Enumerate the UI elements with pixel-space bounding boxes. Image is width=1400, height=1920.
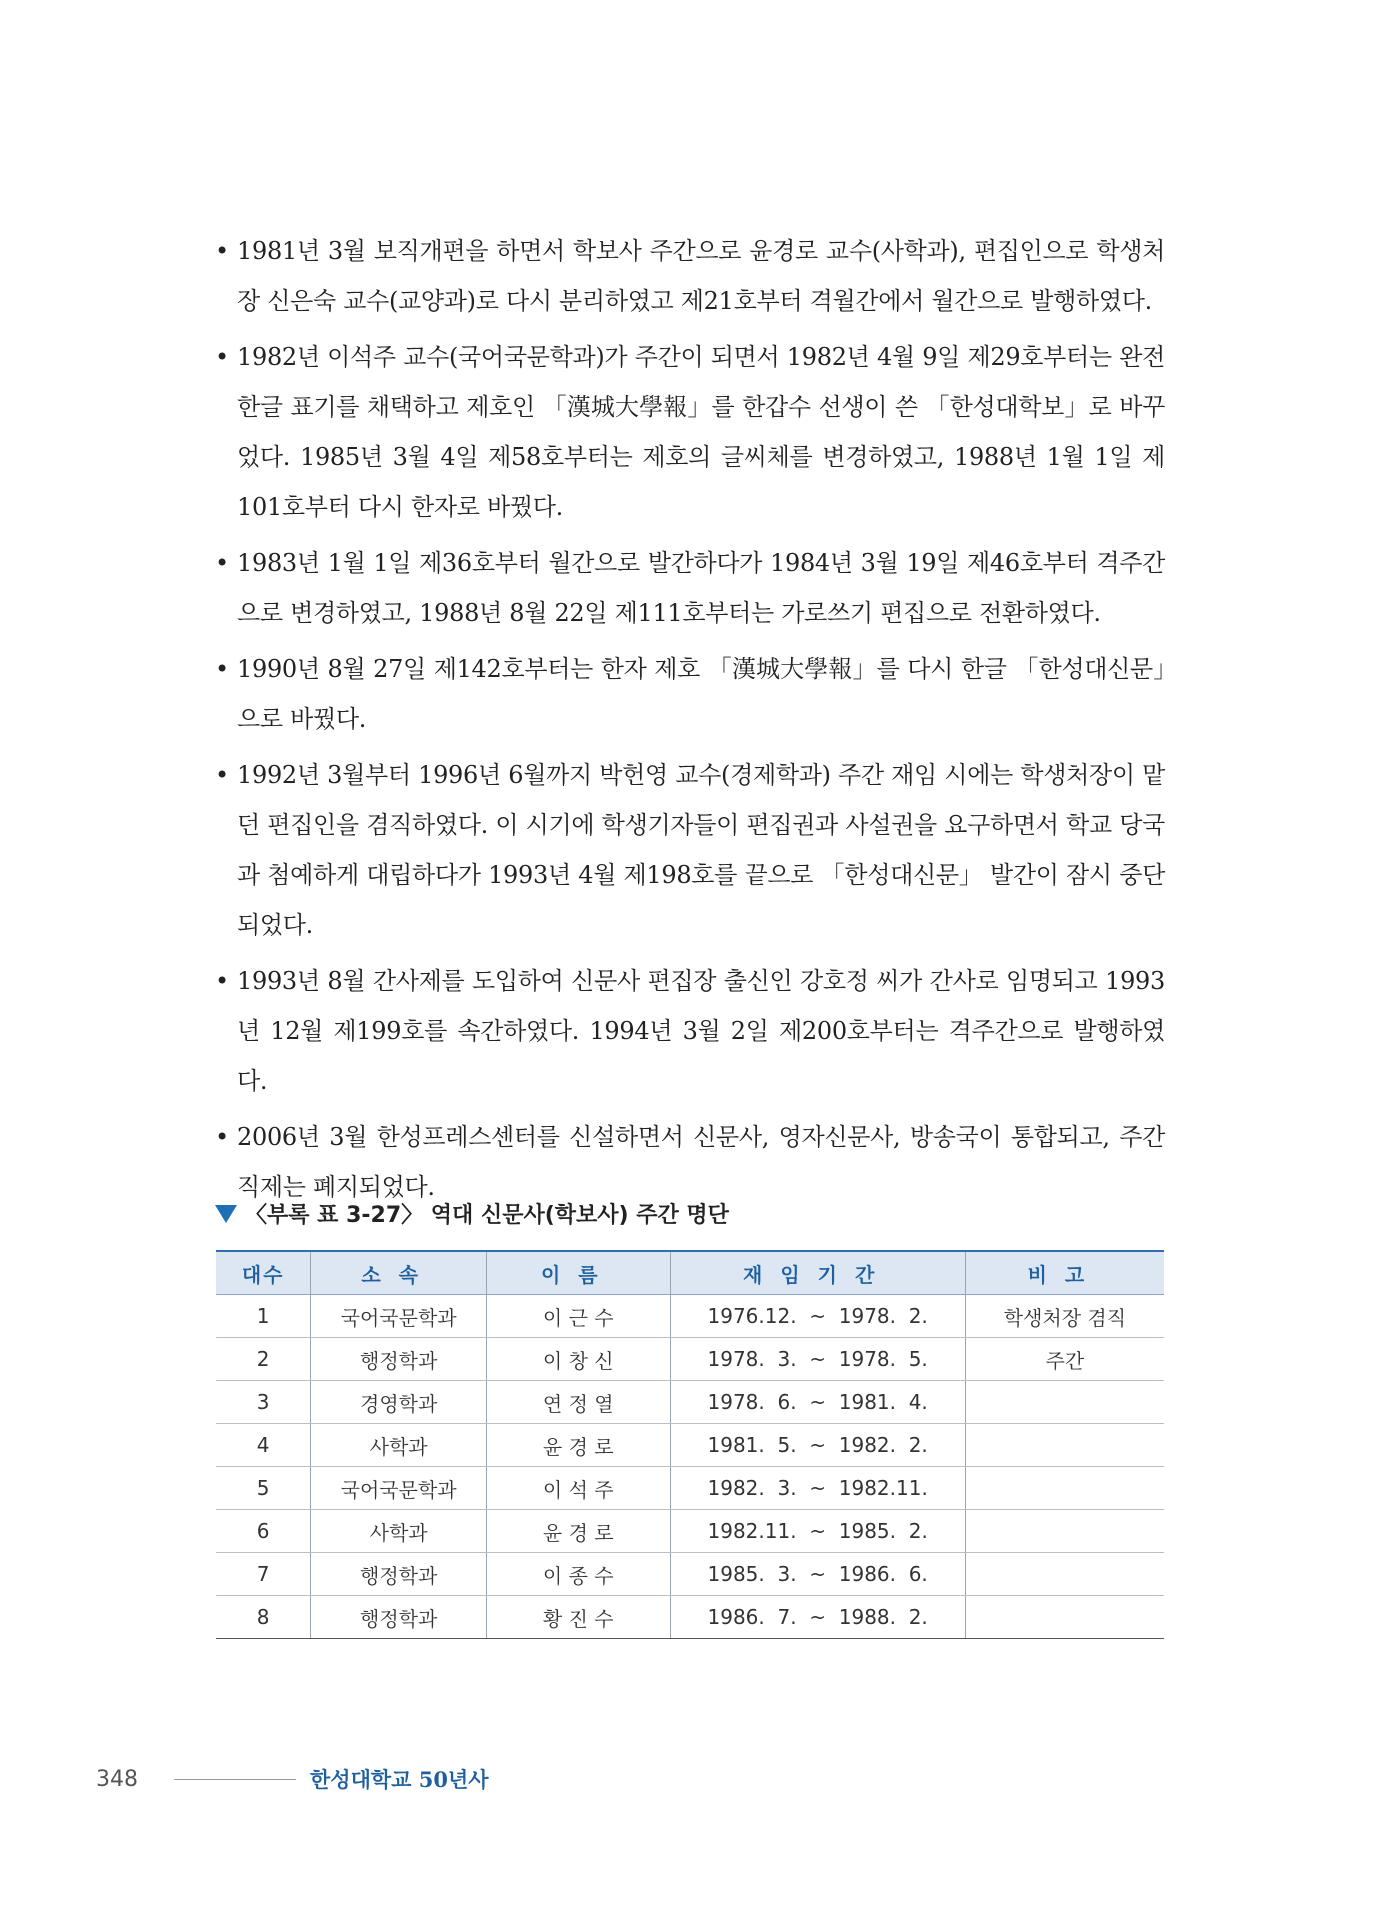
cell-department: 국어국문학과 — [311, 1295, 487, 1338]
cell-department: 행정학과 — [311, 1553, 487, 1596]
table-row — [216, 1510, 1164, 1553]
bullet-text: 2006년 3월 한성프레스센터를 신설하면서 신문사, 영자신문사, 방송국이 통합되고, 주간 직제는 폐지되었다. — [237, 1123, 1165, 1201]
cell-term: 1978. 3. ~ 1978. 5. — [670, 1338, 965, 1381]
bullet-text: 1982년 이석주 교수(국어국문학과)가 주간이 되면서 1982년 4월 9일 제29호부터는 완전 한글 표기를 채택하고 제호인 「漢城大學報」를 한갑수 선생이 쓴 「한성대학보」로 바꾸었다. 1985년 3월 4일 제58호부터는 제호의 글씨체를 변경하였고, 1988년 1월 1일 제101호부터 다시 한자로 바꿨다. — [237, 343, 1165, 521]
cell-era: 1 — [216, 1295, 311, 1338]
cell-department: 행정학과 — [311, 1338, 487, 1381]
cell-term: 1981. 5. ~ 1982. 2. — [670, 1424, 965, 1467]
cell-term: 1986. 7. ~ 1988. 2. — [670, 1596, 965, 1639]
cell-department: 국어국문학과 — [311, 1467, 487, 1510]
cell-note — [965, 1467, 1164, 1510]
cell-note — [965, 1424, 1164, 1467]
page-number: 348 — [96, 1766, 138, 1792]
bullet-text: 1990년 8월 27일 제142호부터는 한자 제호 「漢城大學報」를 다시 한글 「한성대신문」으로 바꿨다. — [237, 655, 1165, 733]
cell-era: 7 — [216, 1553, 311, 1596]
cell-note — [965, 1381, 1164, 1424]
cell-name: 연 정 열 — [487, 1381, 671, 1424]
cell-era: 2 — [216, 1338, 311, 1381]
editor-roster-table — [216, 1250, 1164, 1639]
bullet-text: 1992년 3월부터 1996년 6월까지 박헌영 교수(경제학과) 주간 재임 시에는 학생처장이 맡던 편집인을 겸직하였다. 이 시기에 학생기자들이 편집권과 사설권을 요구하면서 학교 당국과 첨예하게 대립하다가 1993년 4월 제198호를 끝으로 「한성대신문」 발간이 잠시 중단되었다. — [237, 761, 1165, 939]
table-row — [216, 1338, 1164, 1381]
table-caption — [215, 1198, 729, 1229]
cell-era: 5 — [216, 1467, 311, 1510]
cell-name: 이 창 신 — [487, 1338, 671, 1381]
cell-term: 1978. 6. ~ 1981. 4. — [670, 1381, 965, 1424]
header-term: 재임기간 — [670, 1251, 965, 1295]
cell-era: 8 — [216, 1596, 311, 1639]
bullet-item — [215, 956, 1165, 1106]
cell-note: 주간 — [965, 1338, 1164, 1381]
header-era: 대수 — [216, 1251, 311, 1295]
triangle-down-icon — [215, 1205, 237, 1223]
bullet-item — [215, 750, 1165, 950]
table-row — [216, 1553, 1164, 1596]
cell-name: 윤 경 로 — [487, 1424, 671, 1467]
cell-era: 3 — [216, 1381, 311, 1424]
cell-era: 6 — [216, 1510, 311, 1553]
cell-department: 행정학과 — [311, 1596, 487, 1639]
table-row — [216, 1467, 1164, 1510]
cell-term: 1976.12. ~ 1978. 2. — [670, 1295, 965, 1338]
cell-department: 사학과 — [311, 1424, 487, 1467]
footer-divider — [174, 1779, 296, 1780]
cell-name: 윤 경 로 — [487, 1510, 671, 1553]
bullet-dot: • — [215, 237, 229, 265]
cell-note — [965, 1510, 1164, 1553]
bullet-text: 1993년 8월 간사제를 도입하여 신문사 편집장 출신인 강호정 씨가 간사로 임명되고 1993년 12월 제199호를 속간하였다. 1994년 3월 2일 제200호부터는 격주간으로 발행하였다. — [237, 967, 1165, 1095]
table-caption-text: 〈부록 표 3-27〉 역대 신문사(학보사) 주간 명단 — [245, 1203, 729, 1228]
cell-department: 경영학과 — [311, 1381, 487, 1424]
header-note: 비고 — [965, 1251, 1164, 1295]
cell-note — [965, 1596, 1164, 1639]
cell-note — [965, 1553, 1164, 1596]
bullet-item — [215, 332, 1165, 532]
page-footer — [96, 1764, 489, 1794]
cell-term: 1982.11. ~ 1985. 2. — [670, 1510, 965, 1553]
bullet-dot: • — [215, 1123, 229, 1151]
history-bullet-list — [215, 226, 1165, 1212]
bullet-item — [215, 1112, 1165, 1212]
bullet-item — [215, 644, 1165, 744]
cell-term: 1985. 3. ~ 1986. 6. — [670, 1553, 965, 1596]
cell-department: 사학과 — [311, 1510, 487, 1553]
cell-name: 황 진 수 — [487, 1596, 671, 1639]
table-row — [216, 1381, 1164, 1424]
bullet-text: 1981년 3월 보직개편을 하면서 학보사 주간으로 윤경로 교수(사학과), 편집인으로 학생처장 신은숙 교수(교양과)로 다시 분리하였고 제21호부터 격월간에서 월간으로 발행하였다. — [237, 237, 1165, 315]
cell-term: 1982. 3. ~ 1982.11. — [670, 1467, 965, 1510]
bullet-dot: • — [215, 655, 229, 683]
table-header-row — [216, 1251, 1164, 1295]
table-row — [216, 1295, 1164, 1338]
bullet-dot: • — [215, 343, 229, 371]
header-name: 이름 — [487, 1251, 671, 1295]
bullet-dot: • — [215, 967, 229, 995]
table-row — [216, 1596, 1164, 1639]
bullet-dot: • — [215, 549, 229, 577]
bullet-text: 1983년 1월 1일 제36호부터 월간으로 발간하다가 1984년 3월 19일 제46호부터 격주간으로 변경하였고, 1988년 8월 22일 제111호부터는 가로쓰기 편집으로 전환하였다. — [237, 549, 1165, 627]
bullet-item — [215, 226, 1165, 326]
cell-era: 4 — [216, 1424, 311, 1467]
table-row — [216, 1424, 1164, 1467]
bullet-dot: • — [215, 761, 229, 789]
book-title: 한성대학교 50년사 — [310, 1767, 489, 1792]
cell-name: 이 종 수 — [487, 1553, 671, 1596]
bullet-item — [215, 538, 1165, 638]
header-department: 소속 — [311, 1251, 487, 1295]
cell-name: 이 근 수 — [487, 1295, 671, 1338]
cell-name: 이 석 주 — [487, 1467, 671, 1510]
cell-note: 학생처장 겸직 — [965, 1295, 1164, 1338]
